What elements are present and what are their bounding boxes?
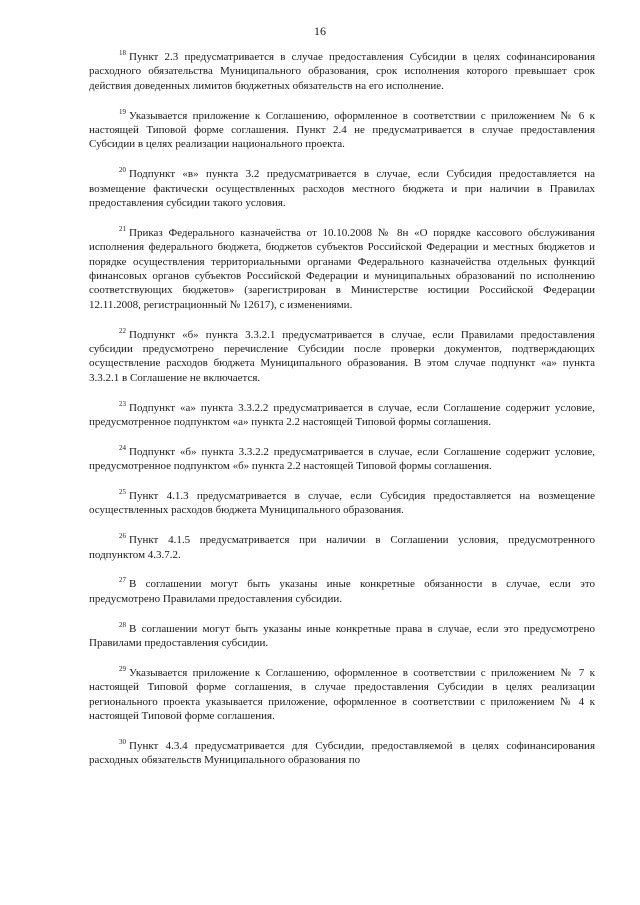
- footnote-text: Пункт 4.1.3 предусматривается в случае, если Субсидия предоставляется на возмещение осуществленных расходов бюджета Муниципального образования.: [89, 490, 595, 517]
- footnote-text: Подпункт «б» пункта 3.3.2.1 предусматривается в случае, если Правилами предоставления субсидии предусмотрено перечисление Субсидии после проверки документов, подтверждающих осуществление расходов бюджета Муниципального образования. В этом случае подпункт «а» пункта 3.3.2.1 в Соглашение не включается.: [89, 328, 595, 384]
- footnote-number: 27: [119, 576, 126, 585]
- footnote-number: 30: [119, 737, 126, 746]
- footnote: [89, 577, 595, 606]
- footnote: [89, 489, 595, 518]
- footnote: [89, 50, 595, 93]
- footnote-number: 25: [119, 488, 126, 497]
- footnote: [89, 622, 595, 651]
- footnote-number: 19: [119, 107, 126, 116]
- footnote-number: 20: [119, 166, 126, 175]
- footnote: [89, 445, 595, 474]
- footnote-text: Указывается приложение к Соглашению, оформленное в соответствии с приложением № 6 к настоящей Типовой форме соглашения. Пункт 2.4 не предусматривается в случае предоставления Субсидии в целях реализации национального проекта.: [89, 109, 595, 151]
- footnote: [89, 666, 595, 724]
- footnotes-list: [89, 50, 595, 768]
- footnote: [89, 401, 595, 430]
- footnote-number: 24: [119, 443, 126, 452]
- footnote-number: 21: [119, 224, 126, 233]
- footnote-text: В соглашении могут быть указаны иные конкретные права в случае, если это предусмотрено Правилами предоставления субсидии.: [89, 622, 595, 650]
- footnote: [89, 109, 595, 152]
- footnote-text: Подпункт «а» пункта 3.3.2.2 предусматривается в случае, если Соглашение содержит условие, предусмотренное подпунктом «а» пункта 2.2 настоящей Типовой формы соглашения.: [89, 401, 595, 429]
- footnote-number: 23: [119, 399, 126, 408]
- footnote-text: Пункт 4.1.5 предусматривается при наличии в Соглашении условия, предусмотренного подпунктом 4.3.7.2.: [89, 534, 595, 561]
- footnote-text: В соглашении могут быть указаны иные конкретные обязанности в случае, если это предусмотрено Правилами предоставления субсидии.: [89, 578, 595, 605]
- footnote-text: Приказ Федерального казначейства от 10.10.2008 № 8н «О порядке кассового обслуживания исполнения федерального бюджета, бюджетов субъектов Российской Федерации и местных бюджетов и порядке осуществления территориальными органами Федерального казначейства отдельных функций финансовых органов субъектов Российской Федерации и муниципальных образований по исполнению соответствующих бюджетов» (зарегистрирован в Министерстве юстиции Российской Федерации 12.11.2008, регистрационный № 12617), с изменениями.: [89, 226, 595, 311]
- footnote-text: Подпункт «в» пункта 3.2 предусматривается в случае, если Субсидия предоставляется на возмещение фактически осуществленных расходов местного бюджета и при наличии в Правилах предоставления субсидии такого условия.: [89, 168, 595, 210]
- footnote-text: Указывается приложение к Соглашению, оформленное в соответствии с приложением № 7 к настоящей Типовой форме соглашения, в случае предоставления Субсидии в целях реализации регионального проекта указывается приложение, оформленное в соответствии с приложением № 4 к настоящей Типовой форме соглашения.: [89, 666, 595, 723]
- footnote-number: 26: [119, 532, 126, 541]
- footnote-number: 18: [119, 49, 126, 57]
- footnote-number: 28: [119, 620, 126, 629]
- footnote: [89, 226, 595, 312]
- footnote-text: Пункт 4.3.4 предусматривается для Субсидии, предоставляемой в целях софинансирования расходных обязательств Муниципального образования по: [89, 739, 595, 767]
- footnote-number: 22: [119, 326, 126, 335]
- footnote: [89, 739, 595, 768]
- footnote-text: Подпункт «б» пункта 3.3.2.2 предусматривается в случае, если Соглашение содержит условие, предусмотренное подпунктом «б» пункта 2.2 настоящей Типовой формы соглашения.: [89, 445, 595, 473]
- footnote-text: Пункт 2.3 предусматривается в случае предоставления Субсидии в целях софинансирования расходного обязательства Муниципального образования, срок исполнения которого превышает срок действия доведенных лимитов бюджетных обязательств на его исполнение.: [89, 51, 595, 92]
- footnote: [89, 328, 595, 386]
- footnote-number: 29: [119, 664, 126, 673]
- footnote: [89, 167, 595, 210]
- page-number: 16: [314, 24, 326, 38]
- footnote: [89, 533, 595, 562]
